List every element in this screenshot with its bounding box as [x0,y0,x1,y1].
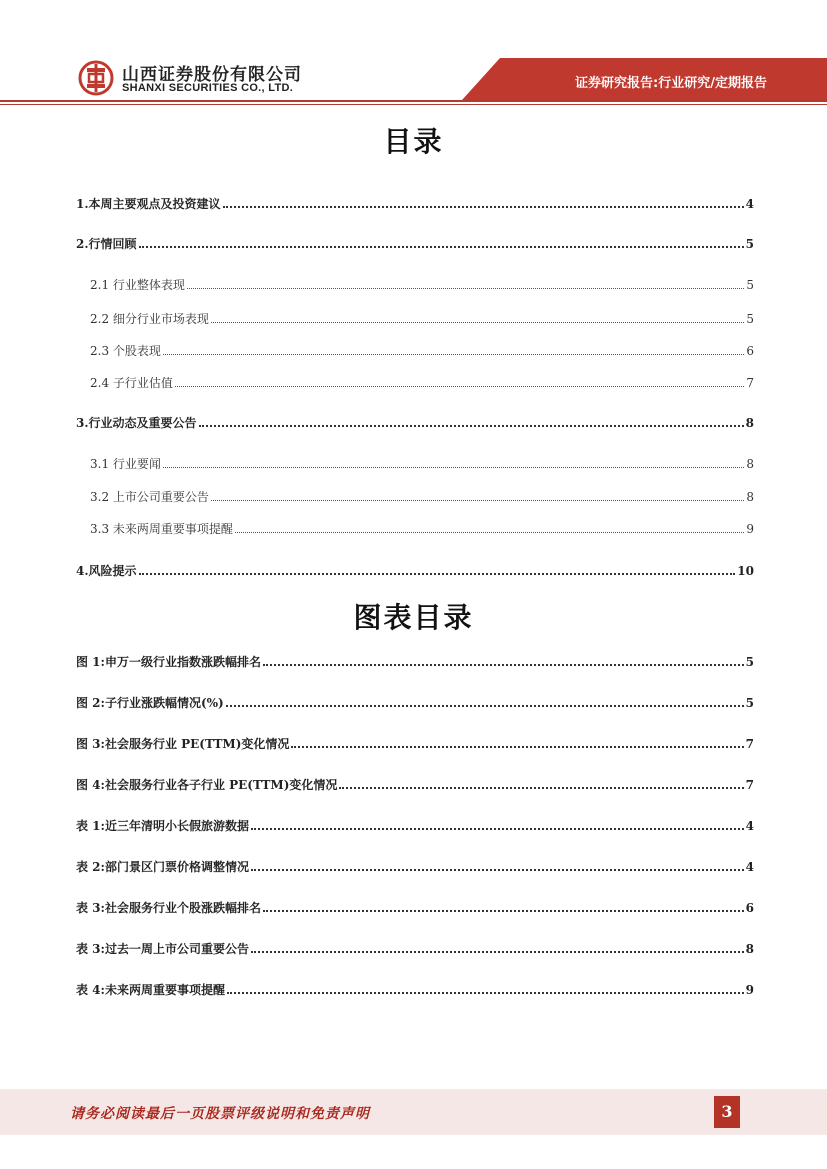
toc-entry-text: 2.2 细分行业市场表现 [90,312,209,326]
toc-entry[interactable] [90,486,754,504]
figure-entry-page: 8 [745,942,754,956]
toc-entry-page: 5 [746,278,754,292]
figures-title: 图表目录 [353,601,474,634]
toc-entry-text: 2.1 行业整体表现 [90,278,185,292]
toc-entry-page: 8 [746,490,754,504]
toc-entry[interactable] [90,308,754,326]
toc-leader [339,787,743,789]
toc-entry-page: 5 [746,312,754,326]
company-logo-icon [78,60,114,96]
figure-entry[interactable] [76,651,754,669]
toc-leader [227,992,744,994]
toc-leader [263,910,744,912]
toc-leader [223,206,744,208]
header-divider-thin [0,104,827,105]
disclaimer-notice: 请务必阅读最后一页股票评级说明和免责声明 [70,1106,370,1122]
toc-entry-page: 10 [737,564,754,578]
toc-leader [291,746,743,748]
toc-leader [211,322,744,323]
toc-entry-text: 4.风险提示 [76,564,137,578]
toc-leader [251,951,744,953]
figure-entry-page: 6 [745,901,754,915]
page-footer [0,1089,827,1135]
toc-leader [163,354,744,355]
figure-entry[interactable] [76,774,754,792]
figure-entry-page: 7 [745,778,754,792]
toc-leader [175,386,744,387]
toc-entry-text: 2.3 个股表现 [90,344,161,358]
toc-entry-text: 3.3 未来两周重要事项提醒 [90,522,233,536]
toc-leader [235,532,744,533]
toc-entry-page: 9 [746,522,754,536]
toc-entry[interactable] [76,560,754,578]
toc-entry-page: 4 [745,197,754,211]
toc-entry-text: 2.4 子行业估值 [90,376,173,390]
header-divider [0,100,827,102]
toc-leader [211,500,744,501]
toc-entry-text: 2.行情回顾 [76,237,137,251]
toc-leader [139,573,736,575]
figure-entry-text: 图 1:申万一级行业指数涨跌幅排名 [76,655,261,669]
figure-entry-text: 表 2:部门景区门票价格调整情况 [76,860,249,874]
toc-leader [139,246,744,248]
toc-entry-text: 3.1 行业要闻 [90,457,161,471]
figure-entry[interactable] [76,733,754,751]
figure-entry[interactable] [76,979,754,997]
toc-entry[interactable] [90,372,754,390]
toc-leader [226,705,744,707]
toc-entry[interactable] [90,453,754,471]
page-number: 3 [714,1096,740,1128]
toc-leader [163,467,744,468]
figure-entry-page: 5 [745,696,754,710]
toc-entry-page: 5 [745,237,754,251]
toc-leader [187,288,744,289]
figure-entry-page: 9 [745,983,754,997]
toc-leader [263,664,744,666]
toc-leader [199,425,744,427]
figure-entry-text: 图 4:社会服务行业各子行业 PE(TTM)变化情况 [76,778,338,792]
figure-entry-page: 4 [745,860,754,874]
toc-entry-page: 7 [746,376,754,390]
figure-entry-text: 表 3:过去一周上市公司重要公告 [76,942,249,956]
toc-entry-page: 8 [746,457,754,471]
toc-entry[interactable] [90,274,754,292]
figure-entry[interactable] [76,692,754,710]
figure-entry[interactable] [76,815,754,833]
figure-entry-text: 图 2:子行业涨跌幅情况(%) [76,696,224,710]
figure-entry-page: 4 [745,819,754,833]
figure-entry-page: 5 [745,655,754,669]
company-name-en: SHANXI SECURITIES CO., LTD. [122,82,294,94]
figure-entry-text: 表 1:近三年清明小长假旅游数据 [76,819,249,833]
toc-title: 目录 [383,125,444,158]
toc-entry-text: 3.行业动态及重要公告 [76,416,197,430]
figure-entry[interactable] [76,938,754,956]
toc-entry[interactable] [76,193,754,211]
toc-entry[interactable] [90,518,754,536]
toc-entry-text: 3.2 上市公司重要公告 [90,490,209,504]
figure-entry[interactable] [76,856,754,874]
page-header [0,0,827,112]
figure-entry-page: 7 [745,737,754,751]
figure-entry-text: 表 3:社会服务行业个股涨跌幅排名 [76,901,261,915]
toc-entry[interactable] [76,233,754,251]
figure-entry-text: 图 3:社会服务行业 PE(TTM)变化情况 [76,737,290,751]
toc-entry[interactable] [90,340,754,358]
figure-entry-text: 表 4:未来两周重要事项提醒 [76,983,225,997]
report-type-label: 证券研究报告:行业研究/定期报告 [575,76,767,91]
toc-leader [251,828,744,830]
company-name-cn: 山西证券股份有限公司 [122,65,302,85]
toc-entry-text: 1.本周主要观点及投资建议 [76,197,221,211]
toc-entry-page: 6 [746,344,754,358]
toc-leader [251,869,744,871]
toc-entry[interactable] [76,412,754,430]
figure-entry[interactable] [76,897,754,915]
toc-entry-page: 8 [745,416,754,430]
